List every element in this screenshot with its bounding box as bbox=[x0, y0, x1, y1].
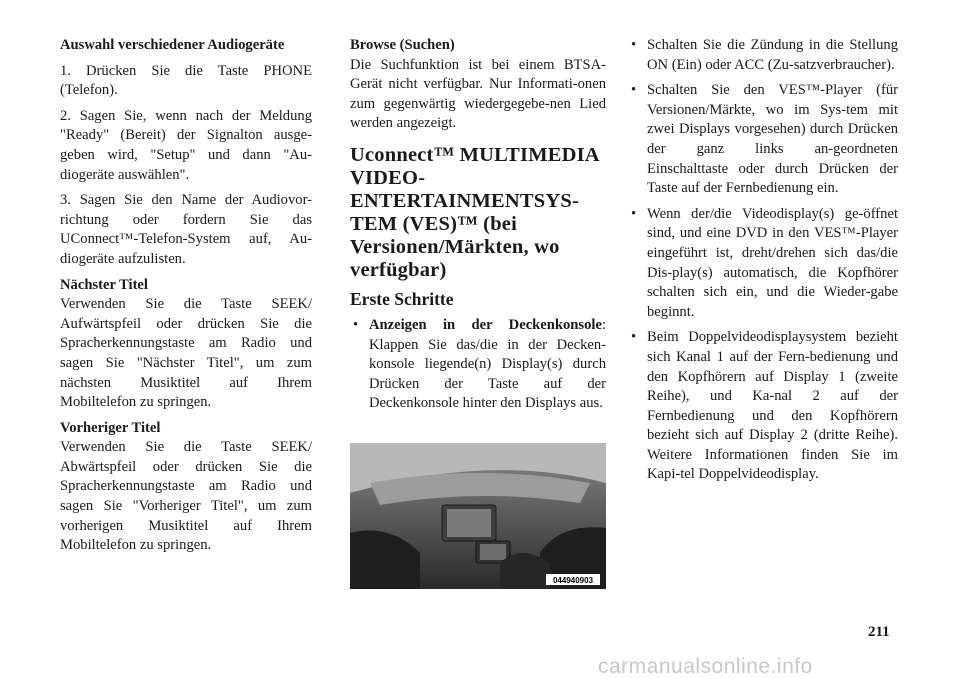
previous-title-text: Verwenden Sie die Taste SEEK/ Abwärtspfeil oder drücken Sie die Spracherkennungstaste am Radio und sagen Sie "Vorheriger Titel", um zum vorherigen Musiktitel auf Ihrem Mobiltelefon zu springen. bbox=[60, 439, 312, 554]
list-item: • Schalten Sie den VES™-Player (für Versionen/Märkte, wo im Sys-tem mit zwei Displays vorgesehen) durch Drücken der ganz links an-geordneten Einschalttaste oder durch Drücken der Taste auf der Fernbedienung ein. bbox=[628, 81, 898, 199]
browse-heading: Browse (Suchen) bbox=[350, 37, 455, 53]
list-item: • Beim Doppelvideodisplaysystem bezieht sich Kanal 1 auf der Fern-bedienung und den Kopfhörern auf Display 1 (zweite Reihe), und Ka-nal 2 auf der Fernbedienung und den Kopfhörern bezieht sich auf Display 2 (dritte Reihe). Weitere Informationen finden Sie im Kapi-tel Doppelvideodisplay. bbox=[628, 328, 898, 485]
list-item: • Wenn der/die Videodisplay(s) ge-öffnet sind, und eine DVD in den VES™-Player eingeführt ist, dreht/drehen sich das/die Dis-play(s) automatisch, die Kopfhörer schalten sich ein, und die Wieder-gabe beginnt. bbox=[628, 205, 898, 323]
instructions-list bbox=[628, 36, 898, 485]
next-title-text: Verwenden Sie die Taste SEEK/ Aufwärtspfeil oder drücken Sie die Spracherkennungstaste am Radio und sagen Sie "Nächster Titel", um zum nächsten Musiktitel auf Ihrem Mobiltelefon zu springen. bbox=[60, 296, 312, 411]
next-title-heading: Nächster Titel bbox=[60, 276, 148, 293]
left-column bbox=[60, 36, 312, 562]
ves-section-heading: Uconnect™ MULTIMEDIA VIDEO-ENTERTAINMENTSYS-TEM (VES)™ (bei Versionen/Märkten, wo verfügbar) bbox=[350, 143, 599, 281]
getting-started-list bbox=[350, 316, 606, 414]
middle-column bbox=[350, 36, 606, 420]
list-item bbox=[350, 316, 606, 414]
image-code-label: 044940903 bbox=[552, 576, 594, 585]
section-heading-audio-devices: Auswahl verschiedener Audiogeräte bbox=[60, 37, 285, 53]
browse-text: Die Suchfunktion ist bei einem BTSA-Gerät nicht verfügbar. Nur Informati-onen zum gegenwärtig wiedergegebe-nen Lied werden angezeigt. bbox=[350, 56, 606, 132]
previous-title-heading: Vorheriger Titel bbox=[60, 419, 161, 436]
overhead-console-photo bbox=[350, 443, 606, 589]
page-number: 211 bbox=[868, 624, 890, 640]
step-1: 1. Drücken Sie die Taste PHONE (Telefon). bbox=[60, 62, 312, 99]
bullet-text: : Klappen Sie das/die in der Decken-konsole liegende(n) Display(s) durch Drücken der Taste auf der Deckenkonsole hinter den Displays aus. bbox=[369, 316, 606, 412]
watermark: carmanualsonline.info bbox=[598, 655, 813, 678]
step-3: 3. Sagen Sie den Name der Audiovor-richtung oder fordern Sie das UConnect™-Telefon-System auf, Au-diogeräte aufzulisten. bbox=[60, 192, 312, 267]
list-item: • Schalten Sie die Zündung in die Stellung ON (Ein) oder ACC (Zu-satzverbraucher). bbox=[628, 36, 898, 75]
bullet-bold-lead: Anzeigen in der Deckenkonsole bbox=[369, 316, 602, 333]
right-column bbox=[628, 36, 898, 491]
step-2: 2. Sagen Sie, wenn nach der Meldung "Ready" (Bereit) der Signalton ausge-geben wird, "Setup" und dann "Au-diogeräte auswählen". bbox=[60, 107, 312, 183]
getting-started-heading: Erste Schritte bbox=[350, 288, 454, 309]
vehicle-interior-image bbox=[350, 443, 606, 589]
